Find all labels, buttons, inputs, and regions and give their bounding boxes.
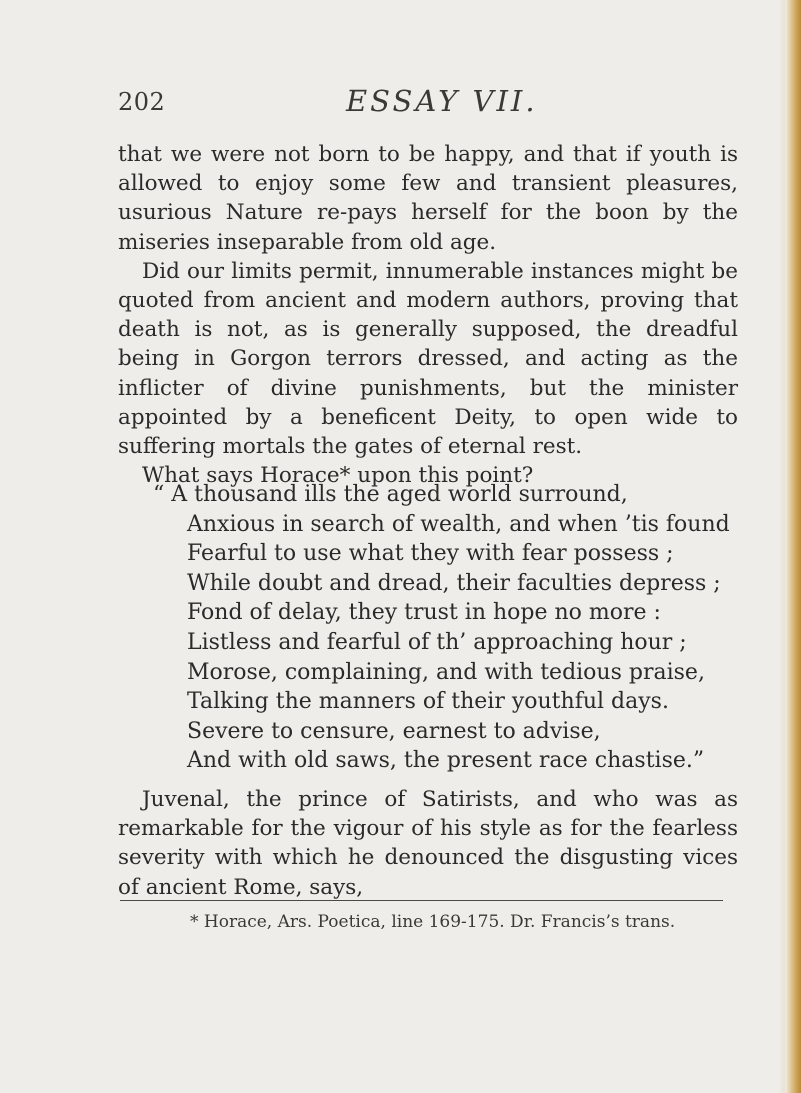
paragraph-limits: Did our limits permit, innumerable instances might be quoted from ancient and modern authors, proving that death is not, as is generally supposed, the dreadful being in Gorgon terrors dressed, and acting as the inflicter of divine punishments, but the minister appointed by a beneficent Deity, to open wide to suffering mortals the gates of eternal rest. [118,258,738,460]
verse-line: Listless and fearful of th’ approaching hour ; [187,629,687,655]
page-edge [785,0,801,1093]
paragraph-juvenal: Juvenal, the prince of Satirists, and who was as remarkable for the vigour of his style as for the fearless severity with which he denounced the disgusting vices of ancient Rome, says, [118,787,738,900]
footnote: * Horace, Ars. Poetica, line 169-175. Dr. Francis’s trans. [190,912,676,932]
closing-text [118,785,738,902]
verse-line: Morose, complaining, and with tedious praise, [187,659,705,685]
verse-line: Talking the manners of their youthful days. [187,689,669,715]
body-text [118,140,738,490]
verse-line: Severe to censure, earnest to advise, [187,718,601,744]
verse-line: Fond of delay, they trust in hope no more : [187,600,661,626]
running-head: ESSAY VII. [346,84,538,118]
verse-line: “ A thousand ills the aged world surround, [153,482,628,507]
verse-line: Anxious in search of wealth, and when ’tis found [187,511,730,537]
page-number: 202 [118,88,166,116]
verse-line: And with old saws, the present race chastise.” [187,748,705,774]
footnote-divider [120,900,723,901]
page-header [118,80,738,120]
paragraph-horace-question: What says Horace* upon this point? [142,463,534,489]
verse-line: Fearful to use what they with fear possess ; [187,541,674,567]
verse-quotation [153,480,733,776]
verse-line: While doubt and dread, their faculties depress ; [187,570,721,596]
paragraph-continuation: that we were not born to be happy, and that if youth is allowed to enjoy some few and transient pleasures, usurious Nature re-pays herself for the boon by the miseries inseparable from old age. [118,142,738,255]
